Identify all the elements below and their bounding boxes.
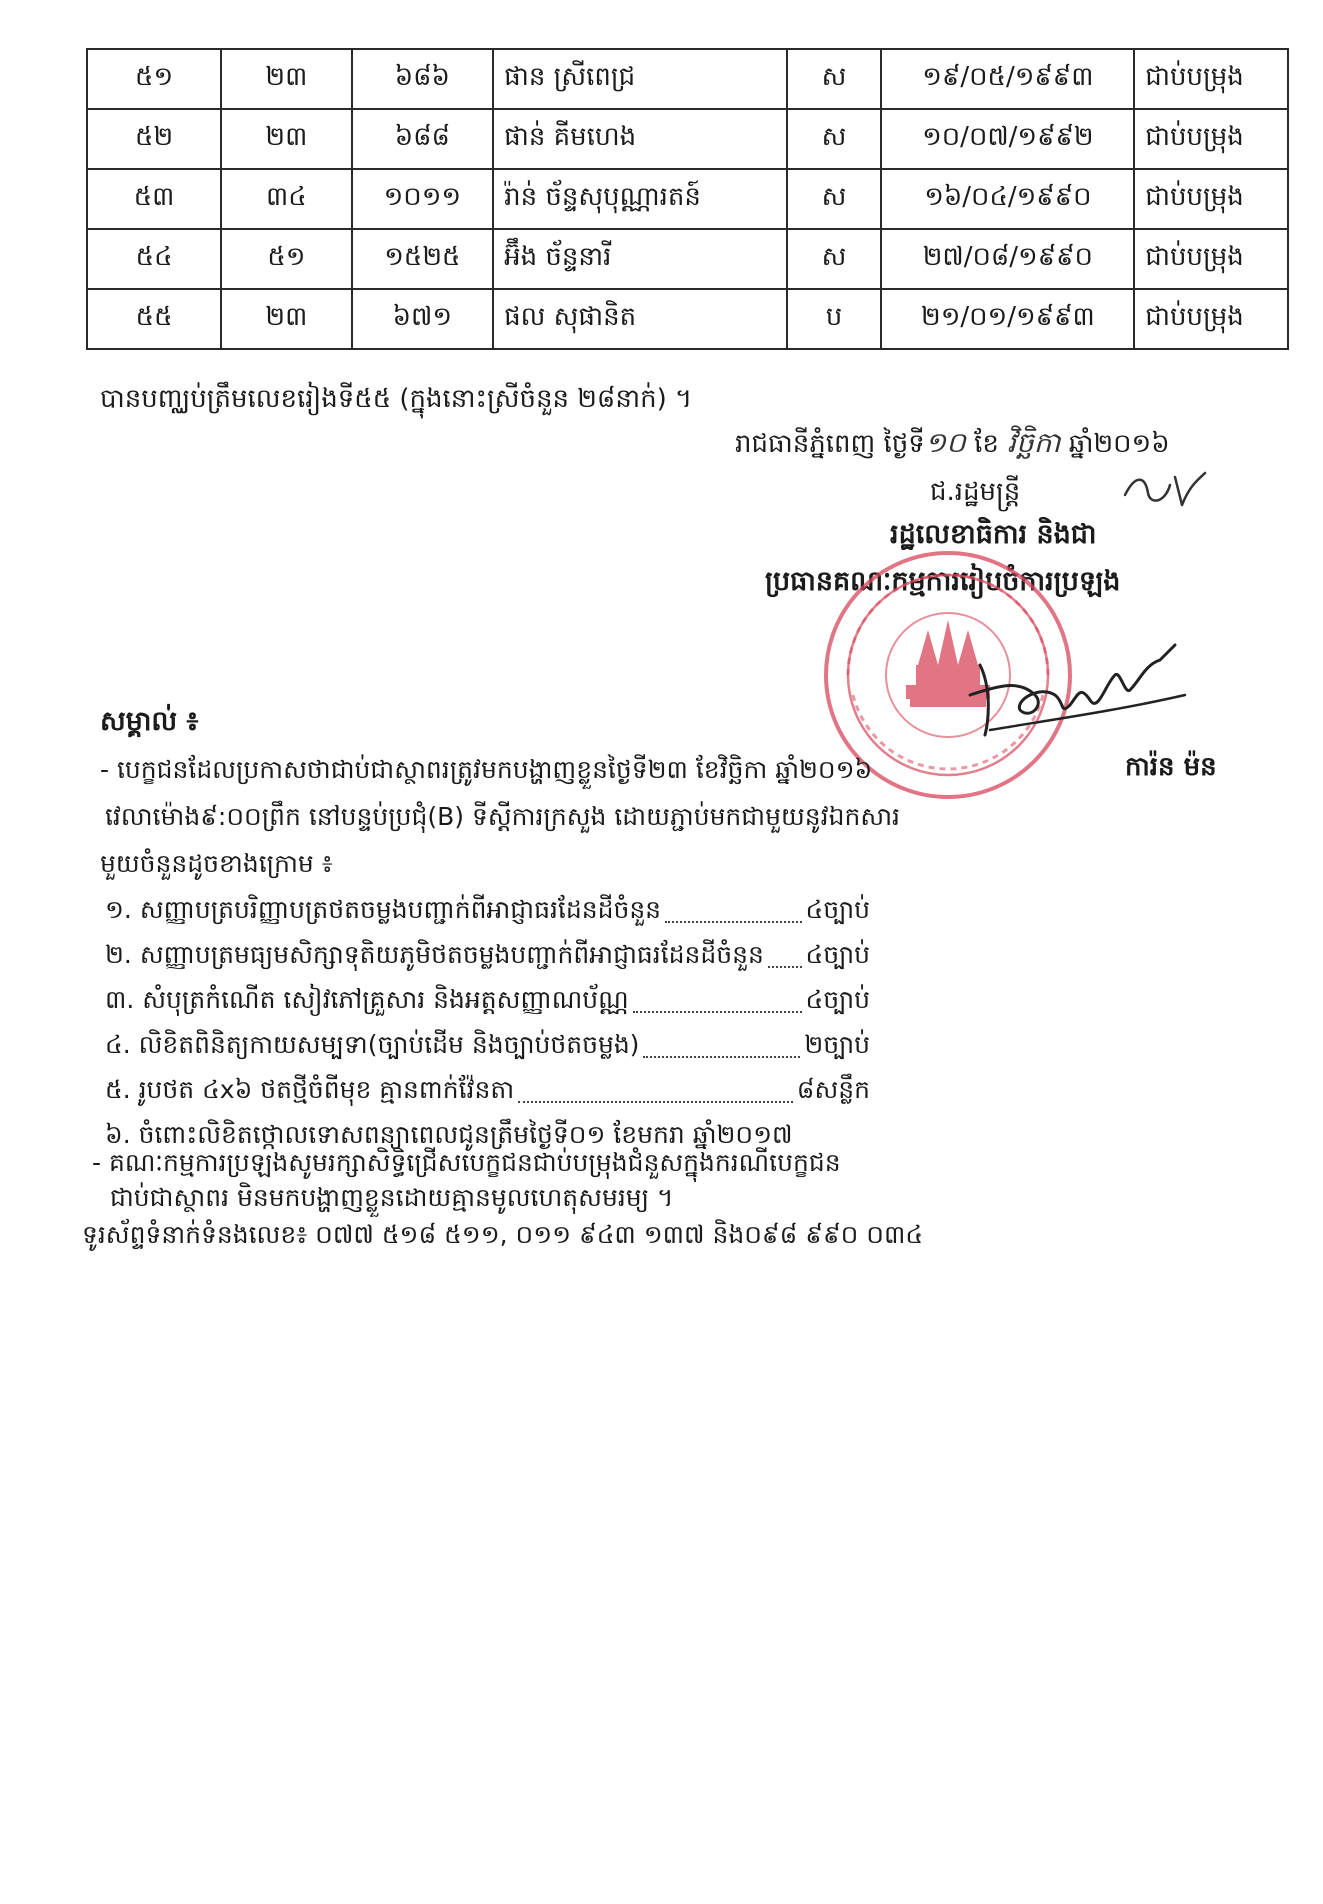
date-year: ឆ្នាំ២០១៦ xyxy=(1068,429,1170,459)
signer-name: ការ៉ន ម៉ន xyxy=(1125,752,1217,782)
cell-room: ៣៤ xyxy=(221,169,351,229)
document-item-5 xyxy=(105,1075,870,1111)
cell-date-of-birth: ១៩/០៥/១៩៩៣ xyxy=(881,49,1134,109)
results-table xyxy=(86,48,1289,350)
document-item-6: ៦. ចំពោះលិខិតថ្កោលទោសពន្យាពេលជូនត្រឹមថ្ងៃទី០១ ខែមករា ឆ្នាំ២០១៧ xyxy=(105,1120,793,1149)
dot-leader xyxy=(665,895,801,923)
notes-heading: សម្គាល់ ៖ xyxy=(100,706,199,737)
document-item-quantity: ៤ច្បាប់ xyxy=(805,895,870,924)
cell-name: អ៊ឹង ច័ន្ទនារី xyxy=(493,229,786,289)
cell-room: ៥១ xyxy=(221,229,351,289)
committee-chair-label: ប្រធានគណៈកម្មការរៀបចំការប្រឡង xyxy=(765,566,1121,597)
cell-status: ជាប់បម្រុង xyxy=(1134,49,1288,109)
cell-number: ៥៤ xyxy=(87,229,221,289)
cell-candidate-id: ៦៨៨ xyxy=(352,109,494,169)
cell-room: ២៣ xyxy=(221,289,351,349)
date-line xyxy=(735,425,1170,466)
initials-signature xyxy=(1120,465,1210,515)
cell-name: ផល សុផានិត xyxy=(493,289,786,349)
document-item-quantity: ៤ច្បាប់ xyxy=(805,985,870,1014)
cell-room: ២៣ xyxy=(221,109,351,169)
notes-paragraph-2-line-1: - គណៈកម្មការប្រឡងសូមរក្សាសិទ្ធិជ្រើសបេក្ខជនជាប់បម្រុងជំនួសក្នុងករណីបេក្ខជន xyxy=(92,1148,841,1177)
cell-status: ជាប់បម្រុង xyxy=(1134,169,1288,229)
table-row xyxy=(87,229,1288,289)
document-item-quantity: ៤ច្បាប់ xyxy=(805,940,870,969)
cell-name: ផាន់ គីមហេង xyxy=(493,109,786,169)
cell-sex: ប xyxy=(787,289,882,349)
cell-candidate-id: ១០១១ xyxy=(352,169,494,229)
date-prefix: រាជធានីភ្នំពេញ ថ្ងៃទី xyxy=(735,429,925,459)
date-month: វិច្ឆិកា xyxy=(1007,426,1061,459)
document-item-quantity: ២ច្បាប់ xyxy=(804,1030,870,1059)
table-row xyxy=(87,109,1288,169)
handwritten-signature xyxy=(960,625,1190,745)
dot-leader xyxy=(768,940,802,968)
cell-sex: ស xyxy=(787,169,882,229)
cell-number: ៥៥ xyxy=(87,289,221,349)
document-item-2 xyxy=(105,940,870,976)
cell-candidate-id: ៦៨៦ xyxy=(352,49,494,109)
cell-candidate-id: ១៥២៥ xyxy=(352,229,494,289)
dot-leader xyxy=(633,985,802,1013)
date-day: ១០ xyxy=(924,426,966,459)
cell-number: ៥១ xyxy=(87,49,221,109)
cell-status: ជាប់បម្រុង xyxy=(1134,289,1288,349)
cell-room: ២៣ xyxy=(221,49,351,109)
cell-name: ផាន ស្រីពេជ្រ xyxy=(493,49,786,109)
notes-paragraph-2-line-2: ជាប់ជាស្ថាពរ មិនមកបង្ហាញខ្លួនដោយគ្មានមូលហេតុសមរម្យ ។ xyxy=(110,1183,674,1212)
secretary-of-state-label: រដ្ឋលេខាធិការ និងជា xyxy=(890,519,1097,550)
notes-paragraph-1-line-1: - បេក្ខជនដែលប្រកាសថាជាប់ជាស្ថាពរត្រូវមកបង្ហាញខ្លួនថ្ងៃទី២៣ ខែវិច្ឆិកា ឆ្នាំ២០១៦ xyxy=(100,755,873,784)
cell-sex: ស xyxy=(787,49,882,109)
cell-sex: ស xyxy=(787,229,882,289)
table-row xyxy=(87,169,1288,229)
date-month-label: ខែ xyxy=(974,429,999,459)
cell-name: រ៉ាន់ ច័ន្ទសុបុណ្ណារតន៍ xyxy=(493,169,786,229)
document-item-text: ៤. លិខិតពិនិត្យកាយសម្បទា(ច្បាប់ដើម និងច្បាប់ថតចម្លង) xyxy=(105,1030,640,1059)
cell-date-of-birth: ២៧/០៨/១៩៩០ xyxy=(881,229,1134,289)
document-item-text: ៥. រូបថត ៤x៦ ថតថ្មីចំពីមុខ គ្មានពាក់វ៉ែនតា xyxy=(105,1075,515,1104)
dot-leader xyxy=(643,1030,800,1058)
document-item-text: ៣. សំបុត្រកំណើត សៀវភៅគ្រួសារ និងអត្តសញ្ញាណប័ណ្ណ xyxy=(105,985,629,1014)
cell-sex: ស xyxy=(787,109,882,169)
cell-date-of-birth: ១៦/០៤/១៩៩០ xyxy=(881,169,1134,229)
cell-status: ជាប់បម្រុង xyxy=(1134,109,1288,169)
results-table-body xyxy=(87,49,1288,349)
summary-line: បានបញ្ឈប់ត្រឹមលេខរៀងទី៥៥ (ក្នុងនោះស្រីចំនួន ២៨នាក់) ។ xyxy=(100,384,693,414)
cell-candidate-id: ៦៧១ xyxy=(352,289,494,349)
notes-paragraph-1-line-2: វេលាម៉ោង៩:០០ព្រឹក នៅបន្ទប់ប្រជុំ(B) ទីស្តីការក្រសួង ដោយភ្ជាប់មកជាមួយនូវឯកសារ xyxy=(105,802,900,831)
acting-minister-label: ជ.រដ្ឋមន្ត្រី xyxy=(930,477,1021,507)
table-row xyxy=(87,289,1288,349)
document-item-text: ២. សញ្ញាបត្រមធ្យមសិក្សាទុតិយភូមិថតចម្លងបញ្ជាក់ពីអាជ្ញាធរដែនដីចំនួន xyxy=(105,940,764,969)
contact-phone-line: ទូរស័ព្ទទំនាក់ទំនងលេខ៖ ០៧៧ ៥១៨ ៥១១, ០១១ ៩៤៣ ១៣៧ និង០៩៨ ៩៩០ ០៣៤ xyxy=(82,1220,924,1249)
document-item-text: ១. សញ្ញាបត្របរិញ្ញាបត្រថតចម្លងបញ្ជាក់ពីអាជ្ញាធរដែនដីចំនួន xyxy=(105,895,662,924)
cell-number: ៥៣ xyxy=(87,169,221,229)
cell-status: ជាប់បម្រុង xyxy=(1134,229,1288,289)
cell-date-of-birth: ១០/០៧/១៩៩២ xyxy=(881,109,1134,169)
document-item-1 xyxy=(105,895,870,931)
notes-paragraph-1-line-3: មួយចំនួនដូចខាងក្រោម ៖ xyxy=(100,849,333,878)
table-row xyxy=(87,49,1288,109)
document-item-4 xyxy=(105,1030,870,1066)
document-item-3 xyxy=(105,985,870,1021)
cell-date-of-birth: ២១/០១/១៩៩៣ xyxy=(881,289,1134,349)
document-item-quantity: ៨សន្លឹក xyxy=(796,1075,870,1104)
cell-number: ៥២ xyxy=(87,109,221,169)
dot-leader xyxy=(518,1075,793,1103)
